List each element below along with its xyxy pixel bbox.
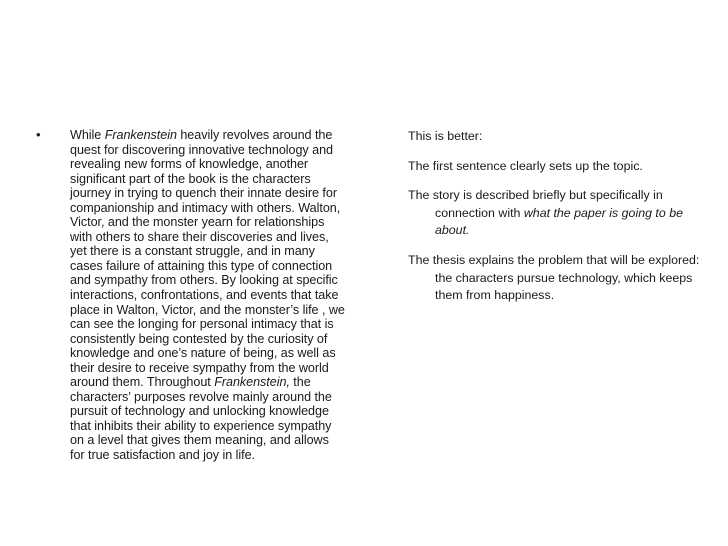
commentary-column [408,128,708,317]
commentary-story-emphasis: what the paper is going to be about. [435,205,683,238]
commentary-story-text: The story is described briefly but specifically in connection with [408,188,663,220]
book-title-2: Frankenstein, [214,375,290,390]
book-title-1: Frankenstein [104,128,177,142]
essay-text-1: While [70,128,105,142]
commentary-point-story [408,187,708,240]
essay-text-3: the characters’ purposes revolve mainly around the pursuit of technology and unlocking knowledge that inhibits their ability to experience sympathy on a level that gives them meaning, and allows for true satisfaction and joy in life. [70,375,332,463]
commentary-point-thesis: The thesis explains the problem that will be explored: the characters pursue technology, which keeps them from happiness. [408,252,700,303]
essay-column [36,128,346,463]
essay-bullet-item [36,128,346,463]
essay-paragraph [70,128,346,463]
commentary-point-topic: The first sentence clearly sets up the topic. [408,158,643,173]
essay-text-2: heavily revolves around the quest for discovering innovative technology and revealing new forms of knowledge, another significant part of the book is the characters journey in trying to quench their innate desire for companionship and intimacy with others. Walton, Victor, and the monster yearn for relationships with others to share their discoveries and lives, yet there is a constant struggle, and in many cases failure of attaining this type of connection and sympathy from others. By looking at specific interactions, confrontations, and events that take place in Walton, Victor, and the monster’s life , we can see the longing for personal intimacy that is consistently being contested by the curiosity of knowledge and one’s nature of being, as well as their desire to receive sympathy from the world around them. Throughout [70,128,345,390]
commentary-heading: This is better: [408,129,483,143]
bullet-icon: • [36,127,41,142]
